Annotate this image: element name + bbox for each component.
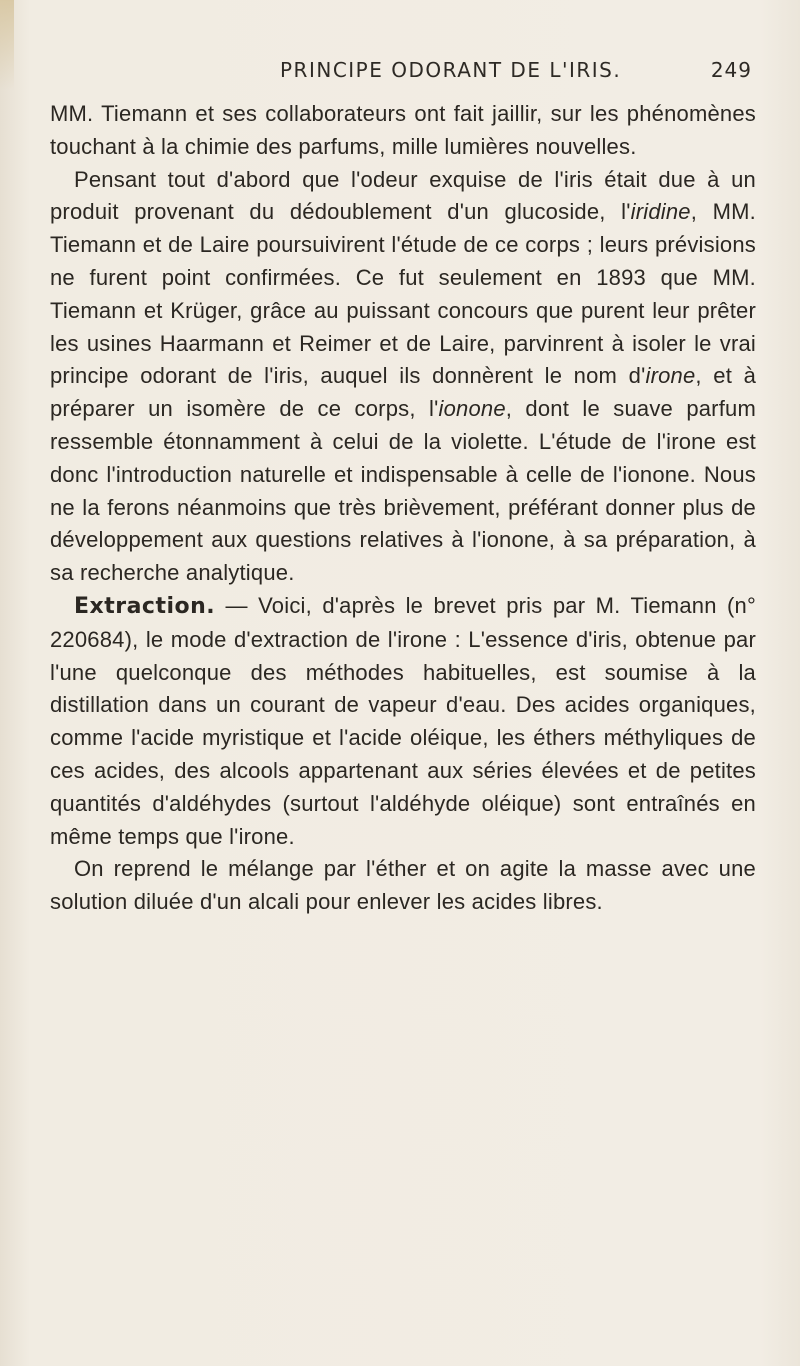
page-header (0, 58, 800, 88)
running-title: PRINCIPE ODORANT DE L'IRIS. (280, 58, 622, 82)
text-run: , MM. Tiemann et de Laire poursuivirent l'étude de ce corps ; leurs prévisions ne furent point confirmées. Ce fut seulement en 1893 que MM. Tiemann et Krüger, grâce au puissant concours que purent leur prêter les usines Haarmann et Reimer et de Laire, parvinrent à isoler le vrai principe odorant de l'iris, auquel ils donnèrent le nom d' (50, 199, 756, 389)
text-run: On reprend le mélange par l'éther et on agite la masse avec une solution diluée d'un alcali pour enlever les acides libres. (50, 856, 756, 915)
paragraph (50, 98, 756, 164)
paragraph (50, 853, 756, 919)
italic-term: irone (645, 363, 696, 389)
text-run: , dont le suave parfum ressemble étonnamment à celui de la violette. L'étude de l'irone est donc l'introduction naturelle et indispensable à celle de l'ionone. Nous ne la ferons néanmoins que très brièvement, préférant donner plus de développement aux questions relatives à l'ionone, à sa préparation, à sa recherche analytique. (50, 396, 756, 586)
body-text (50, 98, 756, 919)
text-run: MM. Tiemann et ses collaborateurs ont fait jaillir, sur les phénomènes touchant à la chimie des parfums, mille lumières nouvelles. (50, 101, 756, 159)
text-run: , et à préparer un isomère de ce corps, l' (50, 363, 757, 422)
text-run: — Voici, d'après le brevet pris par M. Tiemann (n° 220684), le mode d'extraction de l'irone : L'essence d'iris, obtenue par l'une quelconque des méthodes habituelles, est soumise à la distillation dans un courant de vapeur d'eau. Des acides organiques, comme l'acide myristique et l'acide oléique, les éthers méthyliques de ces acides, des alcools appartenant aux séries élevées et de petites quantités d'aldéhydes (surtout l'aldéhyde oléique) sont entraînés en même temps que l'irone. (50, 592, 756, 849)
italic-term: ionone (438, 396, 506, 422)
paragraph (50, 590, 756, 853)
section-heading: Extraction. (74, 593, 216, 619)
paragraph (50, 164, 756, 590)
page-number: 249 (710, 58, 752, 82)
italic-term: iridine (630, 199, 691, 225)
text-run: Pensant tout d'abord que l'odeur exquise de l'iris était due à un produit provenant du dédoublement d'un glucoside, l' (50, 166, 756, 225)
